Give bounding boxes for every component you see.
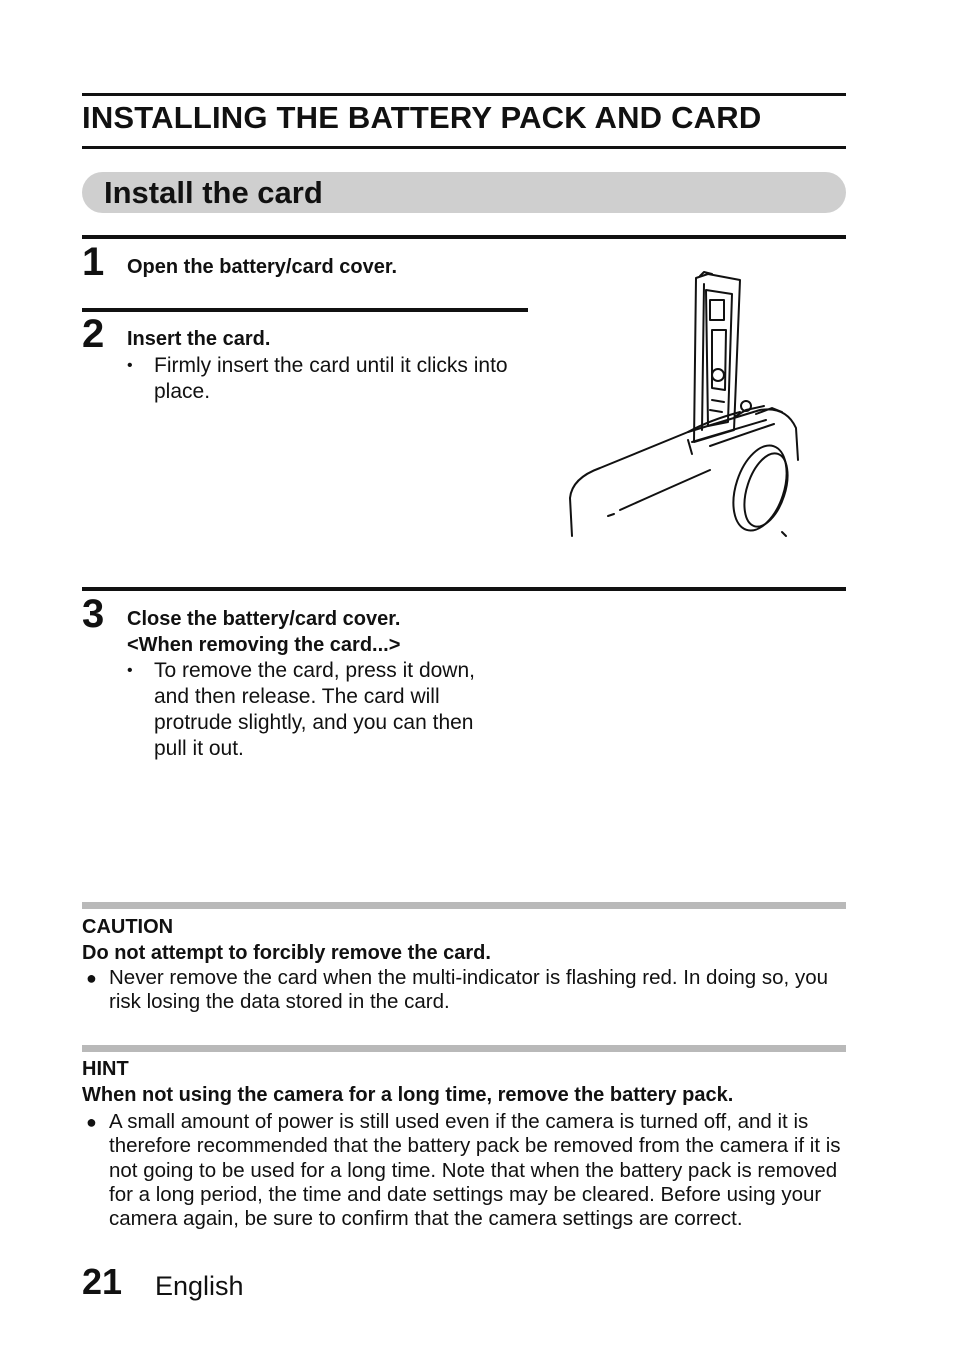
step-3-number: 3: [82, 592, 105, 636]
step-2-number: 2: [82, 312, 105, 356]
step-1-number: 1: [82, 240, 105, 284]
bullet-glyph: •: [127, 662, 133, 679]
section-title: Install the card: [104, 175, 323, 210]
step-2-rule: [82, 308, 528, 312]
bullet-glyph: ●: [86, 1112, 97, 1132]
page-number: 21: [82, 1261, 123, 1302]
step-2-bullet: [127, 353, 527, 413]
hint-divider: [82, 1045, 846, 1052]
step-3-rule: [82, 587, 846, 591]
step-3-subtitle: <When removing the card...>: [127, 634, 401, 656]
title-top-rule: [82, 93, 846, 96]
hint-bullet: [86, 1110, 846, 1260]
step-1-title: Open the battery/card cover.: [127, 256, 398, 278]
step-3-bullet-text: To remove the card, press it down, and then release. The card will protrude slightly, and you can then pull it out.: [154, 659, 475, 760]
step-2-title: Insert the card.: [127, 328, 271, 350]
page-title: INSTALLING THE BATTERY PACK AND CARD: [82, 100, 762, 135]
step-3-bullet: [127, 658, 527, 768]
bullet-glyph: •: [127, 357, 133, 374]
caution-bullet: [86, 966, 846, 1016]
step-1-rule: [82, 235, 846, 239]
caution-divider: [82, 902, 846, 909]
caution-heading: Do not attempt to forcibly remove the card.: [82, 942, 491, 964]
caution-label: CAUTION: [82, 916, 174, 938]
bullet-glyph: ●: [86, 968, 97, 988]
hint-heading: When not using the camera for a long time, remove the battery pack.: [82, 1084, 734, 1106]
step-2-bullet-text: Firmly insert the card until it clicks into place.: [154, 354, 508, 403]
caution-bullet-text: Never remove the card when the multi-indicator is flashing red. In doing so, you risk losing the data stored in the card.: [109, 966, 829, 1014]
language-label: English: [155, 1271, 244, 1301]
step-3-title: Close the battery/card cover.: [127, 608, 401, 630]
title-bottom-rule: [82, 146, 846, 149]
hint-bullet-text: A small amount of power is still used even if the camera is turned off, and it is therefore recommended that the battery pack be removed from the camera if it is not going to be used for a long time. Note that when the battery pack is removed for a long period, the time and date settings may be cleared. Before using your camera again, be sure to confirm that the camera settings are correct.: [109, 1110, 841, 1231]
hint-label: HINT: [82, 1058, 129, 1080]
camera-card-slot-illustration: [560, 270, 810, 545]
